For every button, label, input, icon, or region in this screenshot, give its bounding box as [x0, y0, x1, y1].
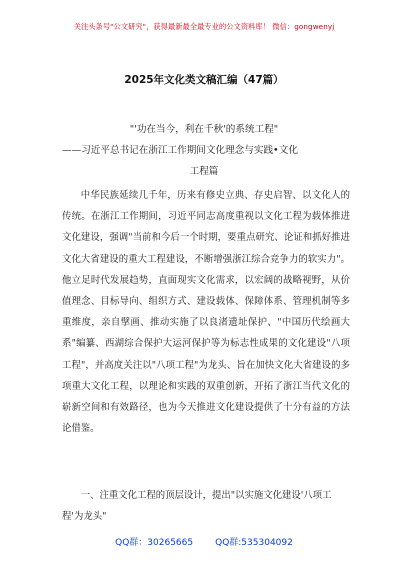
- footer-qq-group-1: QQ群：30265665: [115, 538, 194, 548]
- body-paragraph: 中华民族延续几千年，历来有修史立典、存史启智、以文化人的传统。在浙江工作期间，习近平同志高度重视以文化工程为载体推进文化建设，强调"当前和今后一个时期，要重点研究、论证和抓好推进文化大省建设的重大工程建设，不断增强浙江综合竞争力的软实力"。他立足时代发展趋势，直面现实文化需求，以宏阔的战略视野，从价值理念、目标导向、组织方式、建设载体、保障体系、管理机制等多重维度，亲自擘画、推动实施了以良渚遗址保护、"中国历代绘画大系"编纂、西湖综合保护大运河保护等为标志性成果的文化建设"八项工程"，并高度关注以"八项工程"为龙头、旨在加快文化大省建设的多项重大文化工程，以理论和实践的双重创新，开拓了浙江当代文化的崭新空间和有效路径，也为今天推进文化建设提供了十分有益的方法论借鉴。: [62, 190, 350, 435]
- article-title: "'功在当今，利在千秋'的系统工程": [129, 124, 279, 135]
- header-banner: 关注头条号"公文研究"，获得最新最全最专业的公文资料库！ 微信：gongwenyj: [73, 22, 335, 31]
- footer-qq-group-2: QQ群:535304092: [215, 538, 293, 548]
- footer-contact: [0, 535, 408, 548]
- article-subtitle-line-1: ——习近平总书记在浙江工作期间文化理念与实践•文化: [62, 145, 298, 156]
- collection-title: 2025年文化类文稿汇编（47篇）: [124, 74, 284, 86]
- section-heading: 一、注重文化工程的顶层设计，提出"以实施文化建设'八项工程'为龙头": [62, 490, 332, 523]
- article-subtitle-line-2: 工程篇: [189, 166, 219, 177]
